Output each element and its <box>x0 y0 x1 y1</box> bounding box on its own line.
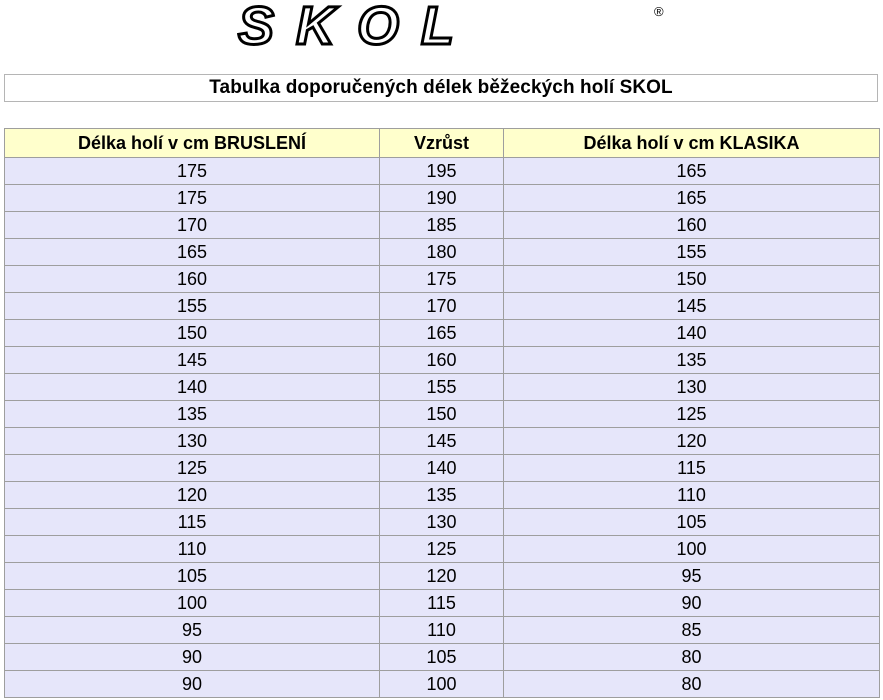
height-cell: 140 <box>380 455 504 482</box>
logo-wordmark: SKOL <box>238 2 477 50</box>
skating-length-cell: 175 <box>5 185 380 212</box>
table-row <box>5 266 880 293</box>
height-cell: 120 <box>380 563 504 590</box>
height-cell: 115 <box>380 590 504 617</box>
pole-length-table <box>4 128 879 698</box>
skating-length-cell: 165 <box>5 239 380 266</box>
table-row <box>5 509 880 536</box>
height-cell: 105 <box>380 644 504 671</box>
height-cell: 180 <box>380 239 504 266</box>
skating-length-cell: 100 <box>5 590 380 617</box>
table-row <box>5 293 880 320</box>
classic-length-cell: 130 <box>504 374 880 401</box>
table-row <box>5 671 880 698</box>
skating-length-cell: 135 <box>5 401 380 428</box>
classic-length-cell: 135 <box>504 347 880 374</box>
table-row <box>5 320 880 347</box>
classic-length-cell: 80 <box>504 644 880 671</box>
height-cell: 135 <box>380 482 504 509</box>
height-cell: 110 <box>380 617 504 644</box>
table-row <box>5 590 880 617</box>
registered-mark: ® <box>654 4 664 19</box>
table-row <box>5 428 880 455</box>
height-cell: 145 <box>380 428 504 455</box>
height-cell: 175 <box>380 266 504 293</box>
skating-length-cell: 105 <box>5 563 380 590</box>
table-row <box>5 239 880 266</box>
table-row <box>5 401 880 428</box>
height-cell: 150 <box>380 401 504 428</box>
classic-length-cell: 165 <box>504 185 880 212</box>
classic-length-cell: 155 <box>504 239 880 266</box>
header-skating-length: Délka holí v cm BRUSLENÍ <box>5 129 380 158</box>
classic-length-cell: 85 <box>504 617 880 644</box>
table-row <box>5 617 880 644</box>
classic-length-cell: 120 <box>504 428 880 455</box>
header-height: Vzrůst <box>380 129 504 158</box>
header-classic-length: Délka holí v cm KLASIKA <box>504 129 880 158</box>
skating-length-cell: 125 <box>5 455 380 482</box>
skating-length-cell: 145 <box>5 347 380 374</box>
table-row <box>5 536 880 563</box>
classic-length-cell: 100 <box>504 536 880 563</box>
table-row <box>5 374 880 401</box>
skating-length-cell: 170 <box>5 212 380 239</box>
skating-length-cell: 115 <box>5 509 380 536</box>
skating-length-cell: 150 <box>5 320 380 347</box>
height-cell: 165 <box>380 320 504 347</box>
classic-length-cell: 150 <box>504 266 880 293</box>
skating-length-cell: 110 <box>5 536 380 563</box>
table-row <box>5 158 880 185</box>
skol-logo <box>234 2 668 50</box>
height-cell: 130 <box>380 509 504 536</box>
height-cell: 185 <box>380 212 504 239</box>
classic-length-cell: 95 <box>504 563 880 590</box>
skating-length-cell: 90 <box>5 644 380 671</box>
height-cell: 170 <box>380 293 504 320</box>
table-row <box>5 563 880 590</box>
table-row <box>5 185 880 212</box>
height-cell: 155 <box>380 374 504 401</box>
skating-length-cell: 175 <box>5 158 380 185</box>
classic-length-cell: 80 <box>504 671 880 698</box>
classic-length-cell: 90 <box>504 590 880 617</box>
height-cell: 160 <box>380 347 504 374</box>
table-row <box>5 482 880 509</box>
table-header-row <box>5 129 880 158</box>
classic-length-cell: 105 <box>504 509 880 536</box>
height-cell: 190 <box>380 185 504 212</box>
height-cell: 100 <box>380 671 504 698</box>
table-row <box>5 455 880 482</box>
classic-length-cell: 110 <box>504 482 880 509</box>
height-cell: 195 <box>380 158 504 185</box>
classic-length-cell: 165 <box>504 158 880 185</box>
skating-length-cell: 95 <box>5 617 380 644</box>
skating-length-cell: 130 <box>5 428 380 455</box>
skating-length-cell: 160 <box>5 266 380 293</box>
classic-length-cell: 125 <box>504 401 880 428</box>
page-title: Tabulka doporučených délek běžeckých holí SKOL <box>4 74 878 102</box>
table-row <box>5 644 880 671</box>
classic-length-cell: 160 <box>504 212 880 239</box>
classic-length-cell: 140 <box>504 320 880 347</box>
height-cell: 125 <box>380 536 504 563</box>
skating-length-cell: 120 <box>5 482 380 509</box>
table-row <box>5 212 880 239</box>
skating-length-cell: 90 <box>5 671 380 698</box>
skating-length-cell: 140 <box>5 374 380 401</box>
classic-length-cell: 145 <box>504 293 880 320</box>
classic-length-cell: 115 <box>504 455 880 482</box>
table-row <box>5 347 880 374</box>
skating-length-cell: 155 <box>5 293 380 320</box>
